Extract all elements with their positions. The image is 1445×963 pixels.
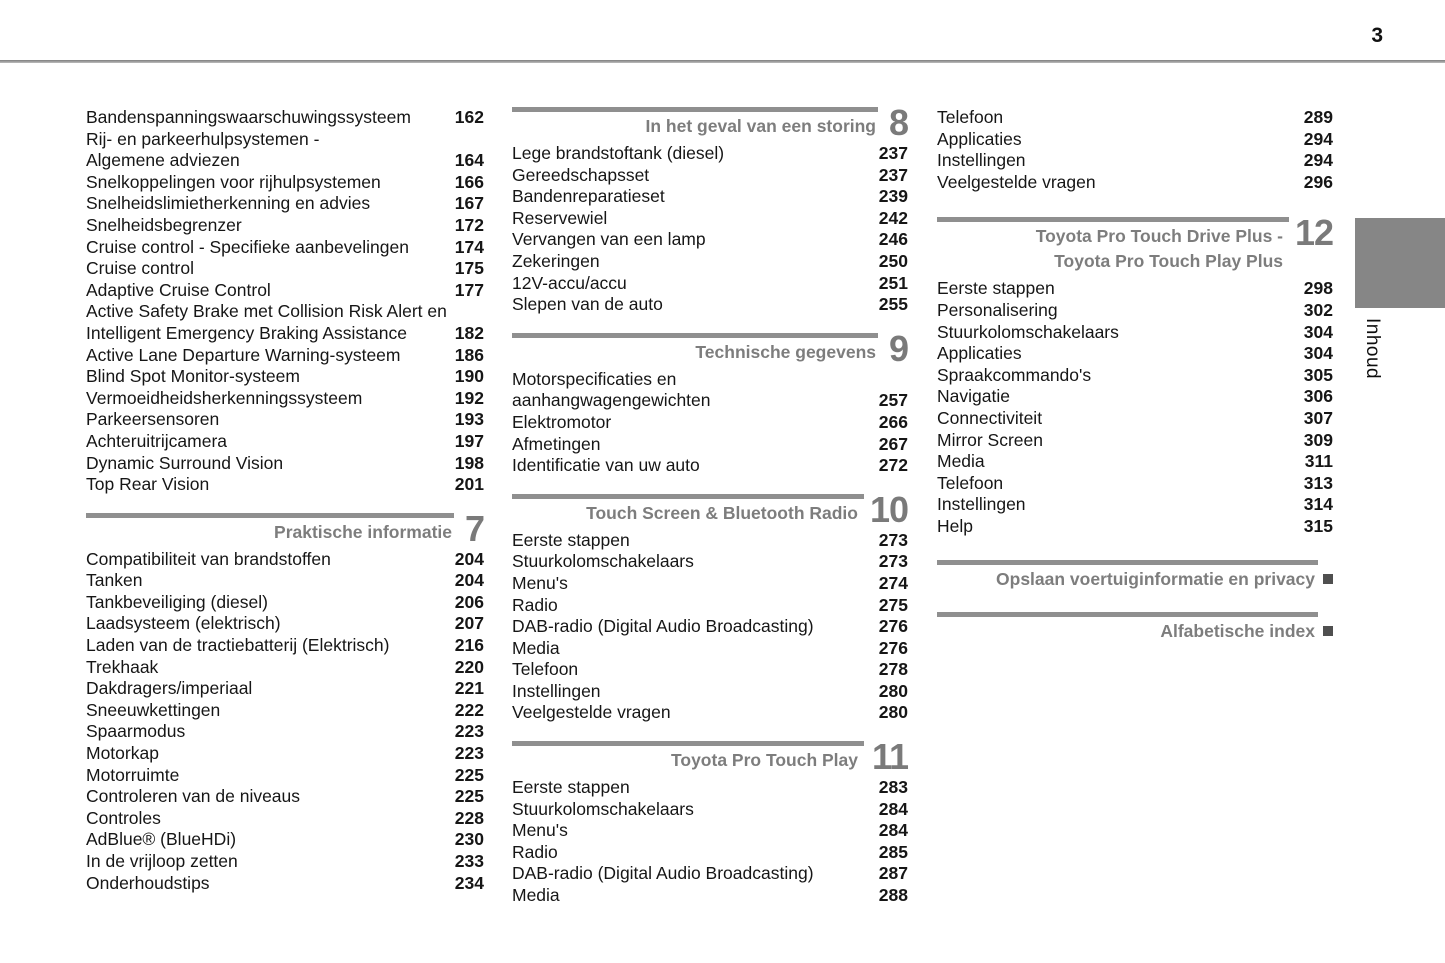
toc-entry (512, 294, 908, 316)
chapter-section-header (512, 736, 908, 778)
toc-entry-page: 204 (454, 548, 484, 569)
toc-entry-page: 313 (1303, 472, 1333, 493)
toc-entry (86, 635, 484, 657)
toc-entry (512, 186, 908, 208)
toc-entry-page: 275 (878, 594, 908, 615)
chapter-section-header (937, 560, 1333, 590)
toc-entry-label: Top Rear Vision (86, 474, 210, 495)
toc-entry-label: Menu's (512, 572, 568, 593)
toc-entry-page: 228 (454, 807, 484, 828)
toc-entry-label: Slepen van de auto (512, 294, 663, 315)
toc-entry-page: 201 (454, 474, 484, 495)
toc-entry-label: Personalisering (937, 299, 1058, 320)
toc-entry (937, 365, 1333, 387)
toc-entry-page: 234 (454, 872, 484, 893)
toc-entry (937, 300, 1333, 322)
toc-entry (937, 107, 1333, 129)
toc-entry-page: 266 (878, 411, 908, 432)
toc-entry-page: 272 (878, 455, 908, 476)
toc-entry-label: Rij- en parkeerhulpsystemen - (86, 128, 320, 149)
toc-entry (512, 681, 908, 703)
section-title-text: Toyota Pro Touch Play (670, 750, 858, 771)
section-title (512, 502, 908, 524)
toc-entry (512, 799, 908, 821)
toc-entry (512, 863, 908, 885)
toc-entry-label: Controleren van de niveaus (86, 786, 301, 807)
toc-entry-label: Radio (512, 594, 558, 615)
sidebar-tab-label: Inhoud (1362, 318, 1383, 380)
toc-entry-page: 302 (1303, 299, 1333, 320)
toc-entry-page: 230 (454, 829, 484, 850)
toc-entry-label: Zekeringen (512, 250, 600, 271)
square-marker-icon (1323, 626, 1333, 636)
toc-entry (86, 172, 484, 194)
toc-entry-page: 251 (878, 272, 908, 293)
toc-entry-page: 296 (1303, 171, 1333, 192)
toc-entry-page: 237 (878, 143, 908, 163)
toc-entry-label: Telefoon (937, 107, 1004, 127)
toc-entry-label: Sneeuwkettingen (86, 699, 221, 720)
toc-entry-page: 206 (454, 591, 484, 612)
toc-entry (86, 453, 484, 475)
toc-entry-page: 222 (454, 699, 484, 720)
section-title-text: Alfabetische index (1160, 620, 1315, 641)
toc-entry (512, 777, 908, 799)
toc-entry-page: 274 (878, 572, 908, 593)
toc-entry-label: Controles (86, 807, 161, 828)
section-title (512, 749, 908, 771)
chapter-section-header (937, 212, 1333, 272)
section-divider-bar (512, 333, 878, 338)
toc-entry (86, 549, 484, 571)
toc-entry-label: Algemene adviezen (86, 150, 240, 171)
section-title (937, 225, 1333, 247)
toc-entry (512, 638, 908, 660)
toc-entry (512, 208, 908, 230)
toc-entry-page: 233 (454, 851, 484, 871)
toc-entry-page: 284 (878, 798, 908, 819)
section-title-text: Toyota Pro Touch Drive Plus - (1035, 226, 1283, 247)
toc-entry (937, 430, 1333, 452)
toc-entry-page: 294 (1303, 150, 1333, 171)
toc-entry (512, 616, 908, 638)
section-title (86, 521, 484, 543)
toc-entry-label: Active Safety Brake met Collision Risk Alert en (86, 301, 447, 322)
toc-entry-label: Media (512, 637, 560, 658)
toc-entry-label: Motorkap (86, 743, 159, 764)
section-divider-bar (86, 513, 454, 518)
toc-entry-page: 242 (878, 207, 908, 228)
toc-entry-page: 221 (454, 678, 484, 699)
toc-entry-label: Bandenreparatieset (512, 186, 665, 207)
toc-entry-page: 305 (1303, 364, 1333, 385)
toc-entry (512, 842, 908, 864)
toc-entry-page: 166 (454, 171, 484, 192)
toc-entry-page: 198 (454, 452, 484, 473)
toc-entry-page: 225 (454, 786, 484, 807)
toc-entry (937, 322, 1333, 344)
toc-entry (512, 820, 908, 842)
page-number: 3 (1371, 24, 1383, 47)
toc-entry-label: Instellingen (512, 680, 601, 701)
toc-entry-page: 246 (878, 229, 908, 250)
toc-entry-page: 280 (878, 702, 908, 723)
section-title-text: In het geval van een storing (645, 116, 876, 136)
toc-entry-page: 314 (1303, 494, 1333, 515)
section-title (937, 568, 1333, 590)
toc-entry-label: 12V-accu/accu (512, 272, 627, 293)
toc-entry (937, 516, 1333, 538)
toc-entry-page: 237 (878, 164, 908, 185)
toc-entry-page: 257 (878, 390, 908, 411)
toc-entry-label: Tanken (86, 570, 143, 591)
toc-entry-label: Compatibiliteit van brandstoffen (86, 548, 331, 569)
toc-entry-label: Vermoeidheidsherkenningssysteem (86, 387, 363, 408)
toc-entry-page: 207 (454, 613, 484, 634)
chapter-tab (1355, 218, 1445, 308)
toc-entry-label: Laden van de tractiebatterij (Elektrisch) (86, 635, 390, 656)
toc-entry-label: Snelheidsbegrenzer (86, 214, 242, 235)
toc-entry-page: 304 (1303, 321, 1333, 342)
toc-entry-label: Eerste stappen (512, 777, 630, 798)
toc-entry (86, 592, 484, 614)
toc-entry-label: Connectiviteit (937, 407, 1043, 428)
chapter-number: 11 (871, 736, 908, 778)
toc-entry-page: 239 (878, 186, 908, 207)
chapter-section-header (512, 488, 908, 530)
toc-entry-page: 309 (1303, 429, 1333, 450)
toc-entry (86, 700, 484, 722)
toc-entry (86, 409, 484, 431)
toc-entry (937, 172, 1333, 194)
toc-column (512, 102, 908, 907)
toc-entry (86, 301, 484, 323)
section-title-text: Opslaan voertuiginformatie en privacy (996, 568, 1315, 589)
toc-entry (937, 343, 1333, 365)
toc-entry-label: Afmetingen (512, 433, 601, 454)
section-divider-bar (512, 741, 864, 746)
toc-entry-page: 287 (878, 863, 908, 884)
toc-entry (512, 455, 908, 477)
chapter-section-header (512, 327, 908, 369)
toc-entry (937, 386, 1333, 408)
toc-entry-page: 315 (1303, 515, 1333, 536)
toc-entry-label: In de vrijloop zetten (86, 851, 238, 871)
chapter-number: 12 (1294, 212, 1333, 254)
chapter-number: 7 (464, 507, 484, 549)
toc-entry (86, 808, 484, 830)
section-title (512, 115, 908, 137)
chapter-number: 10 (869, 488, 908, 530)
toc-entry (937, 129, 1333, 151)
toc-entry-page: 225 (454, 764, 484, 785)
toc-entry (86, 765, 484, 787)
toc-entry (86, 873, 484, 895)
toc-entry-label: Cruise control - Specifieke aanbevelingen (86, 236, 409, 257)
toc-entry-page: 307 (1303, 407, 1333, 428)
toc-entry-label: DAB-radio (Digital Audio Broadcasting) (512, 863, 814, 884)
toc-entry-label: Applicaties (937, 343, 1022, 364)
toc-entry (512, 659, 908, 681)
toc-entry-page: 193 (454, 409, 484, 430)
toc-entry (86, 786, 484, 808)
toc-entry (512, 251, 908, 273)
toc-entry-page: 273 (878, 551, 908, 572)
toc-entry (86, 258, 484, 280)
toc-entry (512, 229, 908, 251)
toc-entry-page: 283 (878, 777, 908, 798)
toc-entry-page: 278 (878, 659, 908, 680)
toc-entry-page: 285 (878, 841, 908, 862)
toc-entry (86, 280, 484, 302)
chapter-number: 9 (888, 327, 908, 369)
toc-entry-page: 276 (878, 616, 908, 637)
toc-entry (86, 613, 484, 635)
toc-entry (86, 129, 484, 151)
toc-entry (86, 323, 484, 345)
toc-entry-label: Veelgestelde vragen (937, 171, 1096, 192)
toc-entry-page: 192 (454, 387, 484, 408)
section-title (937, 620, 1333, 642)
toc-entry (86, 570, 484, 592)
toc-entry-label: Applicaties (937, 128, 1022, 149)
toc-entry (512, 412, 908, 434)
toc-entry (86, 474, 484, 496)
toc-entry (512, 143, 908, 165)
toc-entry (937, 150, 1333, 172)
toc-entry-label: Tankbeveiliging (diesel) (86, 591, 268, 612)
toc-entry-label: Motorruimte (86, 764, 180, 785)
chapter-section-header (86, 507, 484, 549)
toc-entry (937, 408, 1333, 430)
toc-entry-label: AdBlue® (BlueHDi) (86, 829, 237, 850)
toc-entry-page: 288 (878, 885, 908, 906)
toc-entry (86, 237, 484, 259)
toc-entry-label: Adaptive Cruise Control (86, 279, 271, 300)
section-title (937, 250, 1333, 272)
toc-entry-page: 175 (454, 258, 484, 279)
toc-entry-label: Dynamic Surround Vision (86, 452, 284, 473)
toc-entry (86, 366, 484, 388)
toc-entry-page: 294 (1303, 128, 1333, 149)
toc-entry-label: Instellingen (937, 150, 1026, 171)
toc-entry (86, 388, 484, 410)
toc-entry (86, 743, 484, 765)
section-divider-bar (512, 107, 878, 112)
toc-entry (512, 165, 908, 187)
header-rule (0, 60, 1445, 63)
toc-entry-page: 216 (454, 635, 484, 656)
toc-entry-label: Active Lane Departure Warning-systeem (86, 344, 401, 365)
toc-entry (512, 551, 908, 573)
toc-entry-label: Identificatie van uw auto (512, 455, 700, 476)
toc-entry-label: Eerste stappen (512, 529, 630, 550)
toc-entry-page: 298 (1303, 278, 1333, 299)
section-divider-bar (512, 494, 864, 499)
toc-entry-label: Instellingen (937, 494, 1026, 515)
toc-entry-label: Achteruitrijcamera (86, 430, 228, 451)
toc-column (937, 107, 1333, 648)
toc-entry (937, 473, 1333, 495)
toc-entry-label: Gereedschapsset (512, 164, 650, 185)
toc-entry (86, 193, 484, 215)
toc-entry-page: 306 (1303, 386, 1333, 407)
toc-entry-page: 223 (454, 743, 484, 764)
toc-entry-page: 220 (454, 656, 484, 677)
toc-entry-page: 284 (878, 820, 908, 841)
chapter-section-header (512, 102, 908, 143)
toc-entry-label: Stuurkolomschakelaars (512, 798, 694, 819)
toc-entry-page: 304 (1303, 343, 1333, 364)
toc-entry-label: Cruise control (86, 258, 194, 279)
toc-entry-label: Lege brandstoftank (diesel) (512, 143, 725, 163)
toc-entry-label: Elektromotor (512, 411, 612, 432)
toc-entry (512, 595, 908, 617)
toc-entry-label: Stuurkolomschakelaars (937, 321, 1119, 342)
toc-entry (512, 530, 908, 552)
toc-entry-page: 186 (454, 344, 484, 365)
toc-entry-label: Bandenspanningswaarschuwingssysteem (86, 107, 411, 127)
toc-entry (512, 434, 908, 456)
toc-entry-page: 267 (878, 433, 908, 454)
section-title-text: Praktische informatie (274, 521, 452, 542)
toc-entry (86, 851, 484, 873)
toc-entry (937, 494, 1333, 516)
toc-entry-page: 273 (878, 529, 908, 550)
chapter-number: 8 (888, 102, 908, 143)
toc-entry-label: Telefoon (512, 659, 579, 680)
toc-entry-label: Motorspecificaties en (512, 368, 677, 389)
toc-entry (937, 278, 1333, 300)
toc-entry-page: 255 (878, 294, 908, 315)
toc-entry-label: Snelheidslimietherkenning en advies (86, 193, 371, 214)
toc-entry (512, 885, 908, 907)
toc-entry-label: Intelligent Emergency Braking Assistance (86, 322, 407, 343)
toc-entry-label: Mirror Screen (937, 429, 1043, 450)
toc-entry-page: 182 (454, 322, 484, 343)
toc-entry-page: 289 (1303, 107, 1333, 127)
section-divider-bar (937, 560, 1318, 565)
toc-entry-label: Onderhoudstips (86, 872, 210, 893)
toc-entry (86, 345, 484, 367)
section-title-text: Touch Screen & Bluetooth Radio (586, 502, 858, 523)
toc-entry (512, 702, 908, 724)
toc-entry (86, 829, 484, 851)
toc-entry-label: Veelgestelde vragen (512, 702, 671, 723)
toc-entry (86, 107, 484, 129)
toc-entry (86, 150, 484, 172)
toc-entry-label: Stuurkolomschakelaars (512, 551, 694, 572)
toc-entry-label: Radio (512, 841, 558, 862)
toc-entry-page: 174 (454, 236, 484, 257)
toc-entry-label: Vervangen van een lamp (512, 229, 706, 250)
toc-entry-label: DAB-radio (Digital Audio Broadcasting) (512, 616, 814, 637)
toc-entry-page: 197 (454, 430, 484, 451)
toc-entry (937, 451, 1333, 473)
toc-entry-page: 276 (878, 637, 908, 658)
square-marker-icon (1323, 574, 1333, 584)
toc-entry-label: Reservewiel (512, 207, 608, 228)
toc-entry (512, 369, 908, 391)
toc-entry-label: Blind Spot Monitor-systeem (86, 366, 300, 387)
toc-entry-label: Help (937, 515, 973, 536)
toc-column (86, 107, 484, 894)
toc-entry (86, 721, 484, 743)
chapter-section-header (937, 612, 1333, 642)
toc-entry (512, 390, 908, 412)
toc-entry-label: Parkeersensoren (86, 409, 220, 430)
toc-entry-label: Dakdragers/imperiaal (86, 678, 253, 699)
toc-entry-label: Navigatie (937, 386, 1010, 407)
toc-entry-label: Trekhaak (86, 656, 159, 677)
toc-entry-page: 164 (454, 150, 484, 171)
section-title-text: Technische gegevens (695, 341, 876, 362)
toc-entry (86, 215, 484, 237)
toc-entry-page: 311 (1304, 451, 1333, 472)
toc-entry (86, 678, 484, 700)
toc-entry-label: Laadsysteem (elektrisch) (86, 613, 281, 634)
toc-entry-label: Telefoon (937, 472, 1004, 493)
toc-entry-label: Spaarmodus (86, 721, 186, 742)
toc-entry-page: 280 (878, 680, 908, 701)
toc-entry-page: 223 (454, 721, 484, 742)
toc-entry-page: 177 (454, 279, 484, 300)
toc-entry-label: Menu's (512, 820, 568, 841)
toc-entry-page: 190 (454, 366, 484, 387)
toc-entry-label: Snelkoppelingen voor rijhulpsystemen (86, 171, 381, 192)
toc-entry-page: 167 (454, 193, 484, 214)
toc-entry (86, 431, 484, 453)
section-title (512, 341, 908, 363)
toc-entry (512, 273, 908, 295)
section-divider-bar (937, 217, 1289, 222)
toc-entry (512, 573, 908, 595)
toc-entry-page: 172 (454, 214, 484, 235)
toc-entry-label: Eerste stappen (937, 278, 1055, 299)
toc-entry-label: Spraakcommando's (937, 364, 1092, 385)
toc-entry-page: 250 (878, 250, 908, 271)
toc-entry-label: Media (512, 885, 560, 906)
toc-entry-label: Media (937, 451, 985, 472)
toc-entry-page: 204 (454, 570, 484, 591)
section-title-text: Toyota Pro Touch Play Plus (1054, 251, 1283, 272)
toc-entry-page: 162 (454, 107, 484, 127)
section-divider-bar (937, 612, 1318, 617)
toc-entry-label: aanhangwagengewichten (512, 390, 711, 411)
toc-entry (86, 657, 484, 679)
